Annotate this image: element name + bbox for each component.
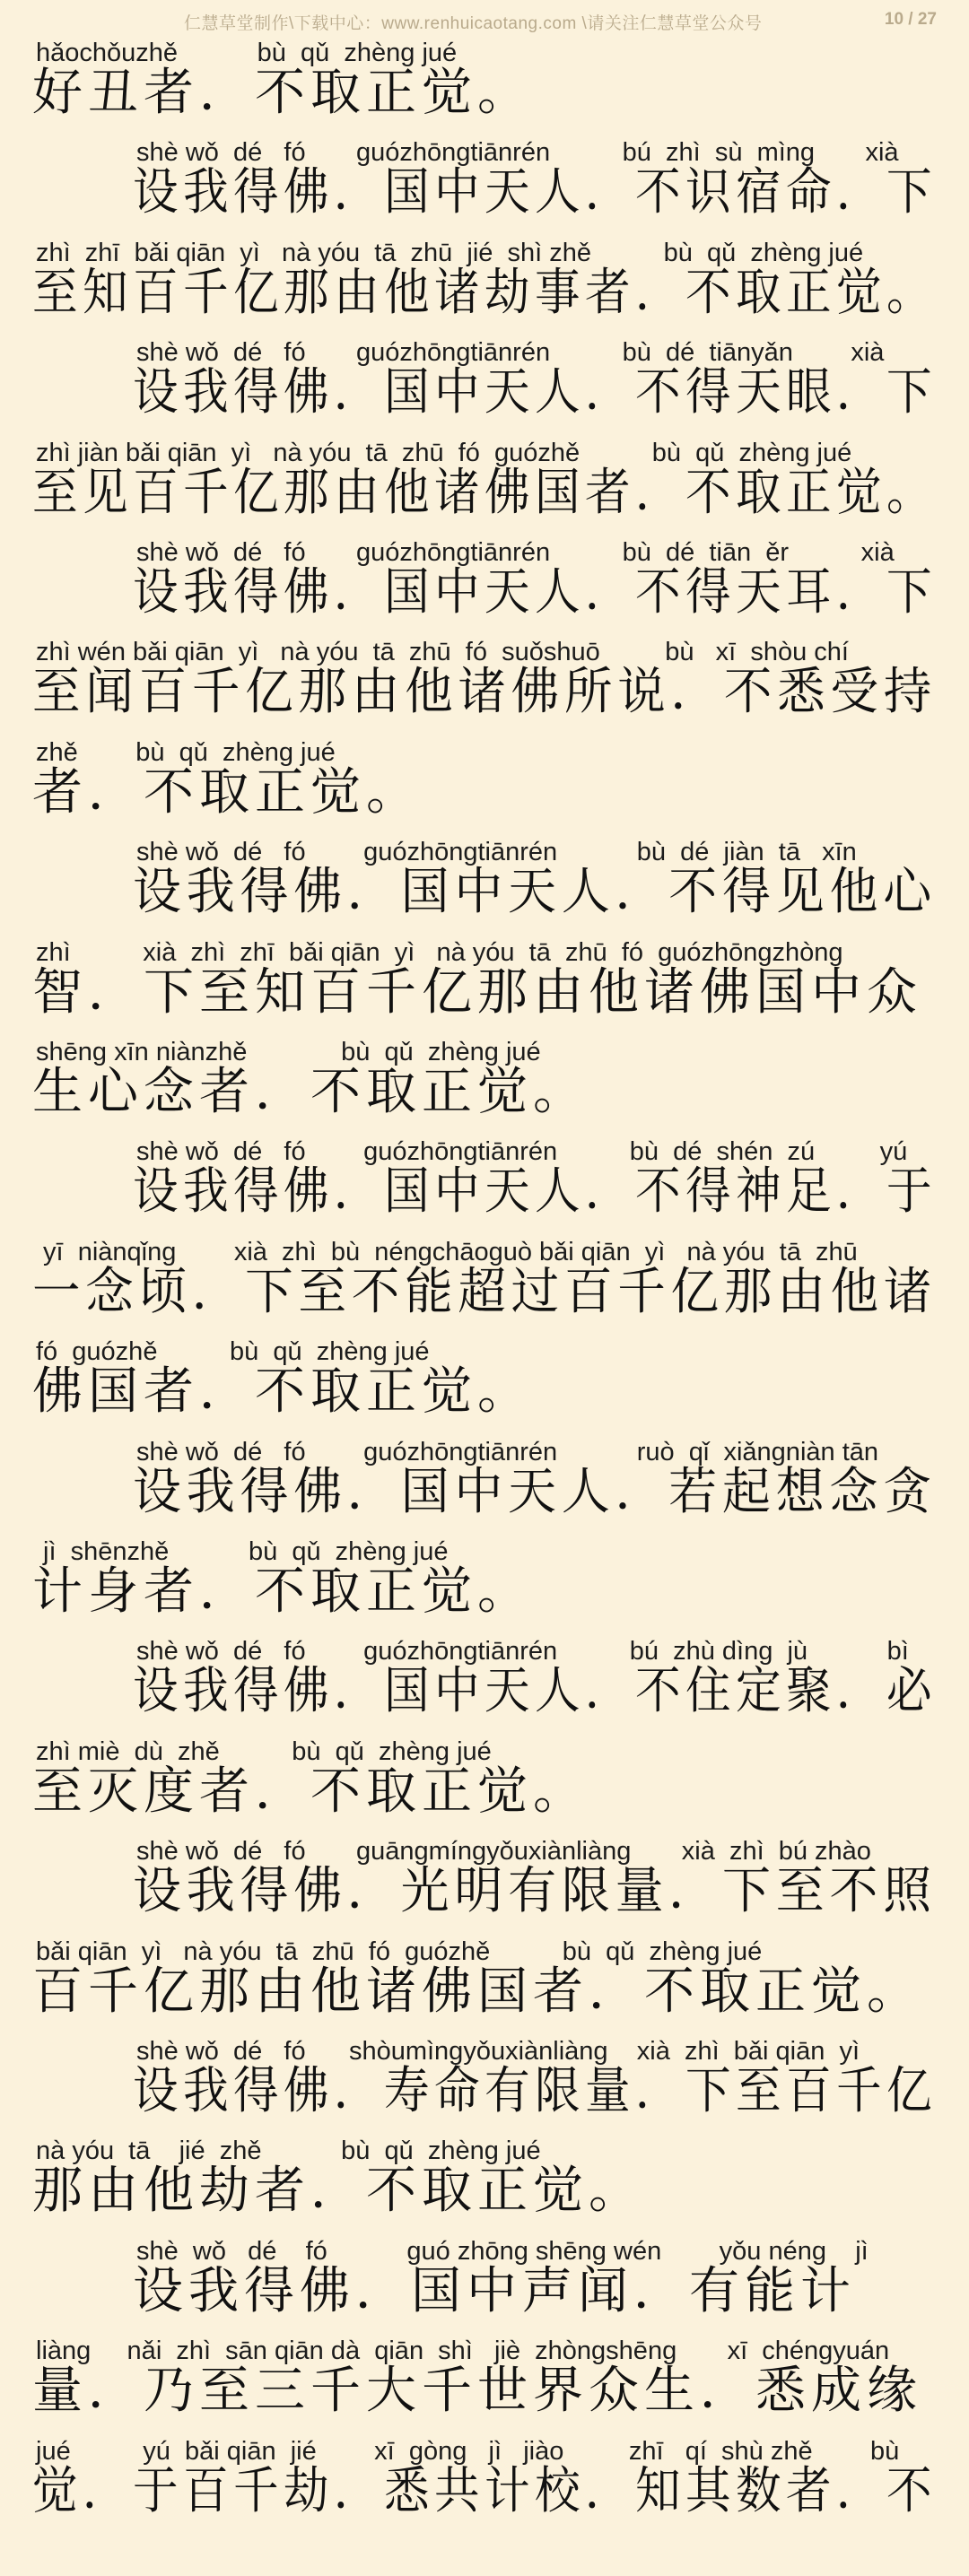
hanzi-line: 设我得佛．国中天人．不得天耳．下: [133, 563, 937, 622]
pinyin-line: shè wǒ dé fó guózhōngtiānrén bù dé tiānyǎn xià: [136, 338, 885, 368]
pinyin-line: zhì zhī bǎi qiān yì nà yóu tā zhū jié shì zhě bù qǔ zhèng jué: [36, 238, 864, 267]
hanzi-line: 至见百千亿那由他诸佛国者．不取正觉。: [32, 463, 937, 522]
pinyin-line: shè wǒ dé fó guózhōngtiānrén bú zhù dìng jù bì: [136, 1637, 909, 1667]
pinyin-line: shè wǒ dé fó shòumìngyǒuxiànliàng xià zhì bǎi qiān yì: [136, 2037, 860, 2066]
hanzi-line: 智．下至知百千亿那由他诸佛国中众: [32, 962, 922, 1022]
pinyin-line: shēng xīn niànzhě bù qǔ zhèng jué: [36, 1038, 541, 1066]
pinyin-line: shè wǒ dé fó guózhōngtiānrén bù dé tiān ěr xià: [136, 538, 895, 567]
hanzi-line: 生心念者．不取正觉。: [32, 1063, 589, 1121]
pinyin-line: yī niànqǐng xià zhì bù néngchāoguò bǎi qiān yì nà yóu tā zhū: [36, 1237, 858, 1266]
hanzi-line: 计身者．不取正觉。: [32, 1562, 533, 1621]
pinyin-line: liàng nǎi zhì sān qiān dà qiān shì jiè zhòngshēng xī chéngyuán: [36, 2337, 890, 2366]
pinyin-line: nà yóu tā jié zhě bù qǔ zhèng jué: [36, 2137, 541, 2166]
hanzi-line: 设我得佛．国中天人．不住定聚．必: [133, 1662, 937, 1721]
hanzi-line: 者．不取正觉。: [32, 762, 422, 822]
hanzi-line: 设我得佛．国中声闻．有能计: [133, 2261, 856, 2320]
hanzi-line: 设我得佛．国中天人．若起想念贪: [133, 1462, 937, 1521]
hanzi-line: 一念顷．下至不能超过百千亿那由他诸: [32, 1262, 938, 1321]
hanzi-line: 量．乃至三千大千世界众生．悉成缘: [32, 2362, 922, 2421]
pinyin-line: zhì miè dù zhě bù qǔ zhèng jué: [36, 1736, 492, 1766]
pinyin-line: jì shēnzhě bù qǔ zhèng jué: [36, 1537, 449, 1566]
pinyin-line: zhì xià zhì zhī bǎi qiān yì nà yóu tā zhū fó guózhōngzhòng: [36, 937, 843, 967]
hanzi-line: 好丑者．不取正觉。: [32, 64, 533, 122]
page-number: 10 / 27: [884, 10, 937, 29]
header-credit: 仁慧草堂制作\下载中心：www.renhuicaotang.com \请关注仁慧草堂公众号: [184, 14, 763, 33]
pinyin-line: shè wǒ dé fó guózhōngtiānrén bù dé shén zú yú: [136, 1137, 908, 1167]
pinyin-line: zhě bù qǔ zhèng jué: [36, 737, 336, 767]
hanzi-line: 那由他劫者．不取正觉。: [32, 2162, 644, 2221]
pinyin-line: shè wǒ dé fó guāngmíngyǒuxiànliàng xià zhì bú zhào: [136, 1837, 871, 1867]
hanzi-line: 至灭度者．不取正觉。: [32, 1762, 589, 1821]
hanzi-line: 设我得佛．国中天人．不得神足．于: [133, 1162, 937, 1222]
pinyin-line: shè wǒ dé fó guó zhōng shēng wén yǒu néng jì: [136, 2236, 869, 2266]
hanzi-line: 百千亿那由他诸佛国者．不取正觉。: [32, 1962, 922, 2021]
pinyin-line: zhì jiàn bǎi qiān yì nà yóu tā zhū fó guózhě bù qǔ zhèng jué: [36, 438, 852, 467]
pinyin-line: shè wǒ dé fó guózhōngtiānrén bú zhì sù mìng xià: [136, 138, 899, 168]
hanzi-line: 设我得佛．国中天人．不得天眼．下: [133, 363, 937, 422]
hanzi-line: 至知百千亿那由他诸劫事者．不取正觉。: [32, 263, 937, 322]
hanzi-line: 至闻百千亿那由他诸佛所说．不悉受持: [32, 663, 938, 722]
pinyin-line: hǎochǒuzhě bù qǔ zhèng jué: [36, 39, 458, 67]
hanzi-line: 设我得佛．光明有限量．下至不照: [133, 1862, 937, 1921]
pinyin-line: shè wǒ dé fó guózhōngtiānrén ruò qǐ xiǎngniàn tān: [136, 1437, 879, 1466]
page-header: [0, 0, 969, 36]
hanzi-line: 设我得佛．国中天人．不得见他心: [133, 863, 937, 922]
hanzi-line: 设我得佛．寿命有限量．下至百千亿: [133, 2062, 937, 2120]
hanzi-line: 佛国者．不取正觉。: [32, 1362, 533, 1422]
pinyin-line: bǎi qiān yì nà yóu tā zhū fó guózhě bù qǔ zhèng jué: [36, 1936, 763, 1966]
pinyin-line: jué yú bǎi qiān jié xī gòng jì jiào zhī qí shù zhě bù: [36, 2436, 900, 2466]
pinyin-line: fó guózhě bù qǔ zhèng jué: [36, 1337, 430, 1367]
hanzi-line: 觉．于百千劫．悉共计校．知其数者．不: [32, 2461, 937, 2520]
hanzi-line: 设我得佛．国中天人．不识宿命．下: [133, 163, 937, 222]
pinyin-line: zhì wén bǎi qiān yì nà yóu tā zhū fó suǒshuō bù xī shòu chí: [36, 638, 849, 667]
pinyin-line: shè wǒ dé fó guózhōngtiānrén bù dé jiàn tā xīn: [136, 838, 857, 867]
